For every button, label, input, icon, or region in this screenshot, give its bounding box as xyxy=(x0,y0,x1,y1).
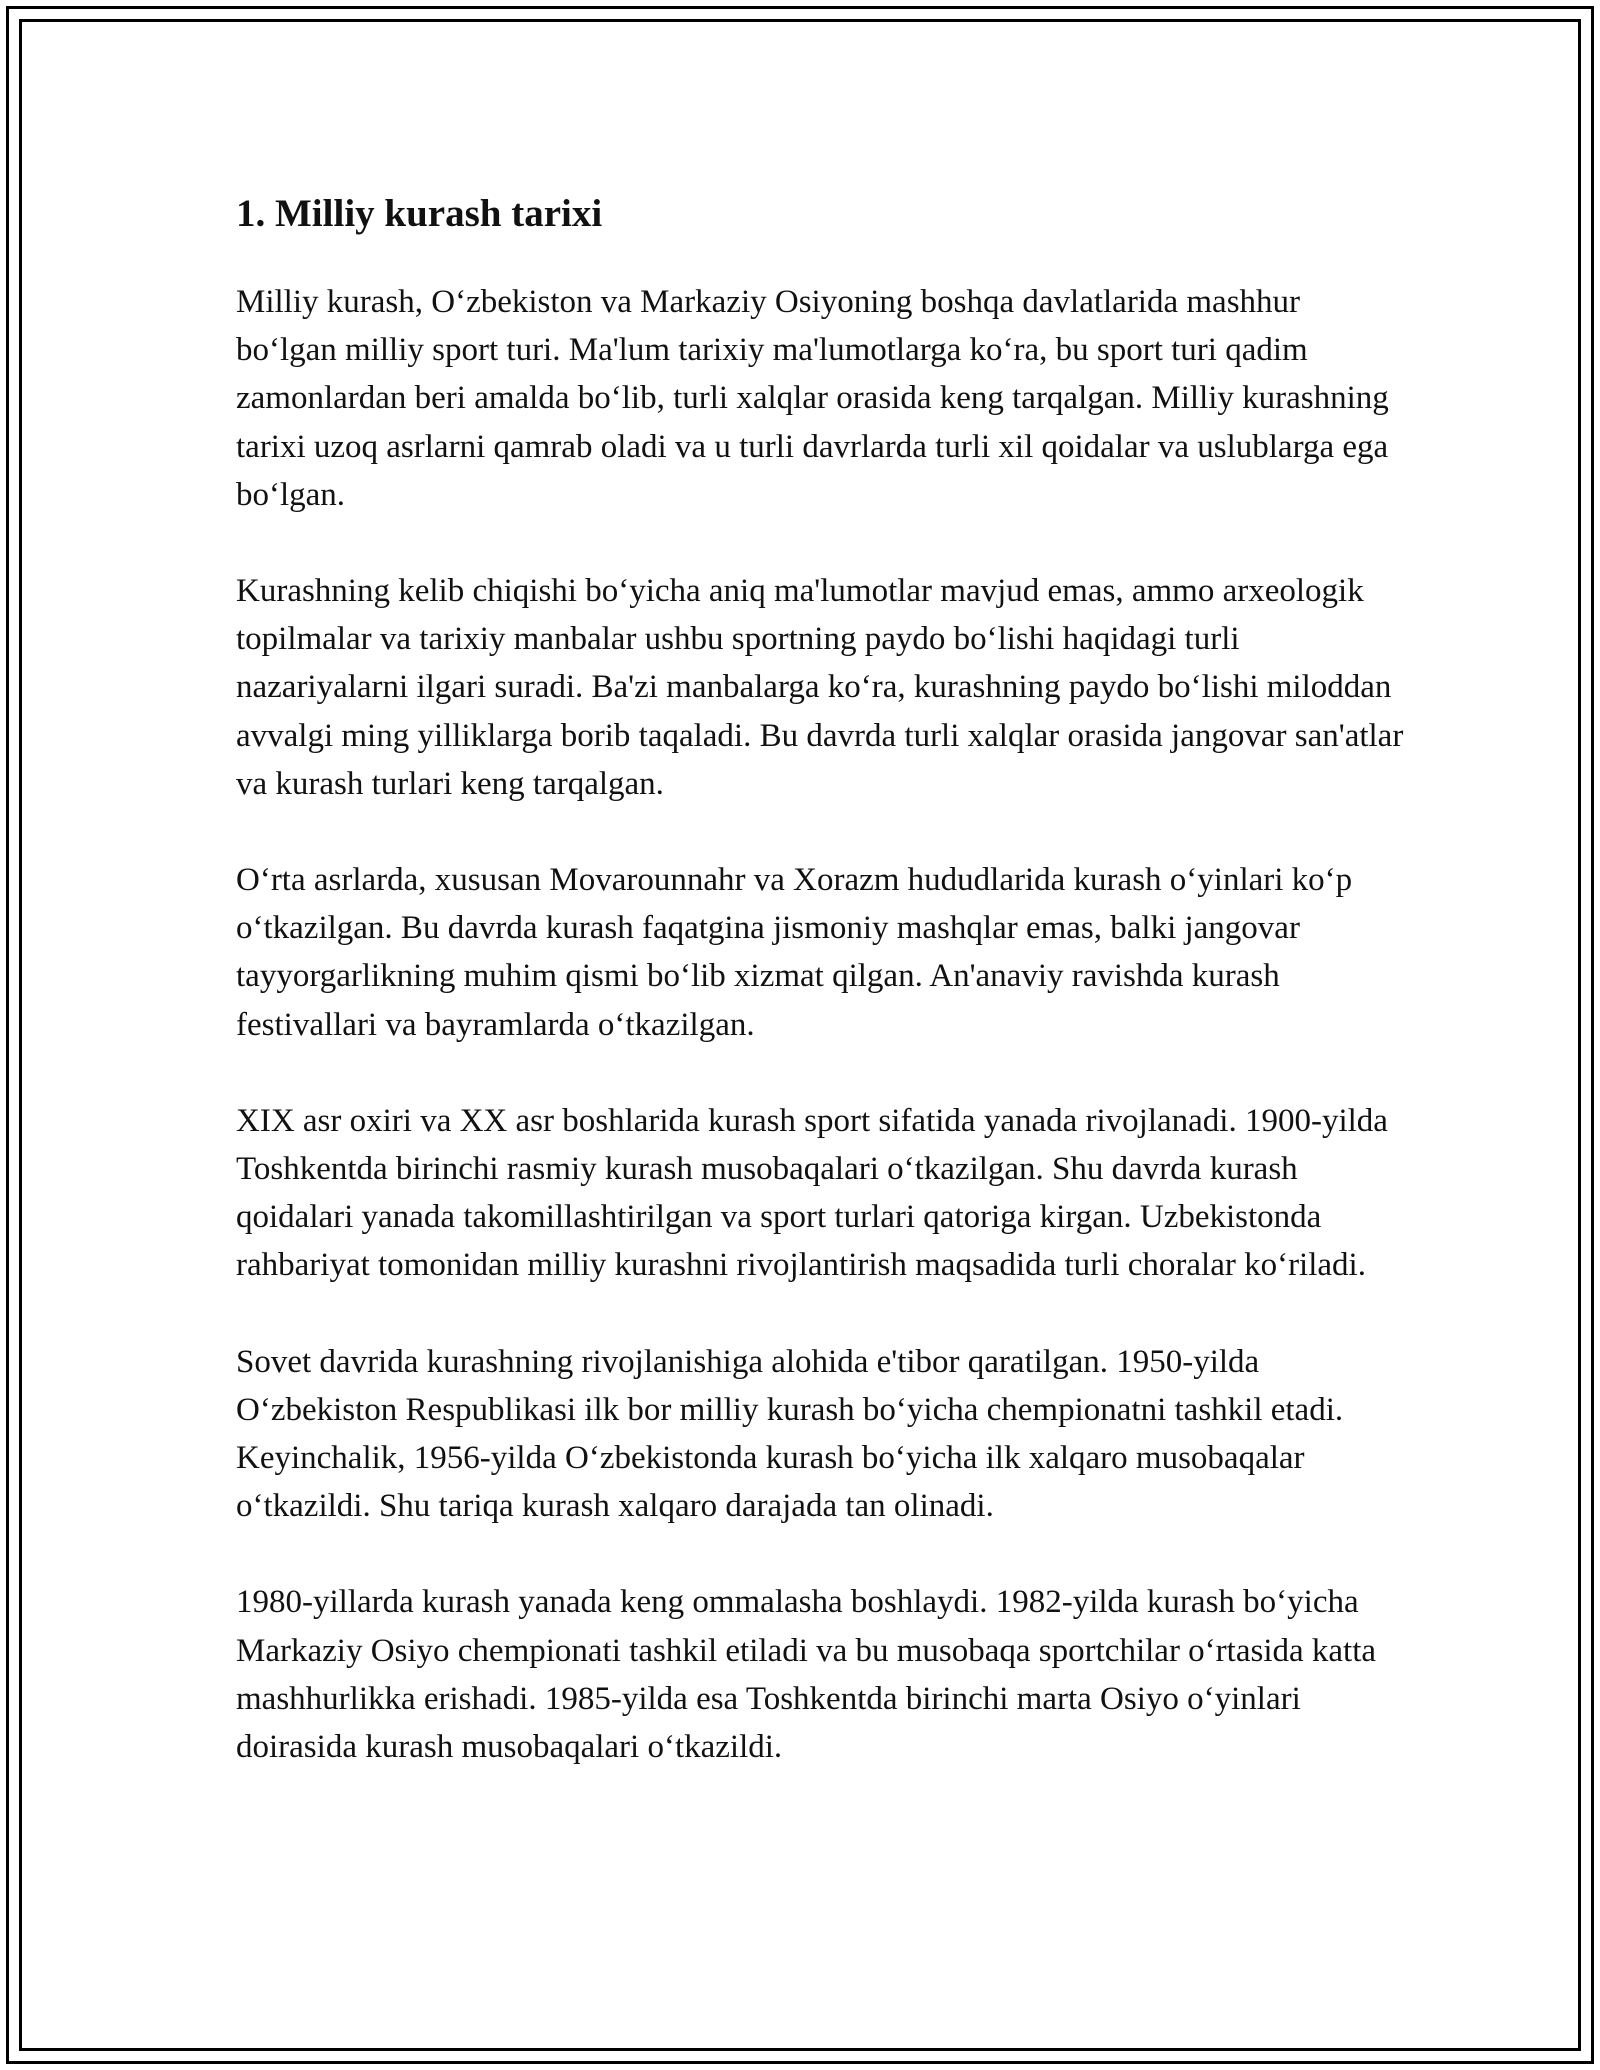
paragraph-4: XIX asr oxiri va XX asr boshlarida kurash sport sifatida yanada rivojlanadi. 1900-yilda Toshkentda birinchi rasmiy kurash musobaqalari o‘tkazilgan. Shu davrda kurash qoidalari yanada takomillashtirilgan va sport turlari qatoriga kirgan. Uzbekistonda rahbariyat tomonidan milliy kurashni rivojlantirish maqsadida turli choralar ko‘riladi. xyxy=(236,1102,1388,1284)
paragraph-3: O‘rta asrlarda, xususan Movarounnahr va Xorazm hududlarida kurash o‘yinlari ko‘p o‘tkazilgan. Bu davrda kurash faqatgina jismoniy mashqlar emas, balki jangovar tayyorgarlikning muhim qismi bo‘lib xizmat qilgan. An'anaviy ravishda kurash festivallari va bayramlarda o‘tkazilgan. xyxy=(236,862,1353,1043)
document-body xyxy=(236,184,1406,1819)
paragraph-2: Kurashning kelib chiqishi bo‘yicha aniq ma'lumotlar mavjud emas, ammo arxeologik topilmalar va tarixiy manbalar ushbu sportning paydo bo‘lishi haqidagi turli nazariyalarni ilgari suradi. Ba'zi manbalarga ko‘ra, kurashning paydo bo‘lishi miloddan avvalgi ming yilliklarga borib taqaladi. Bu davrda turli xalqlar orasida jangovar san'atlar va kurash turlari keng tarqalgan. xyxy=(236,573,1404,802)
paragraph-6: 1980-yillarda kurash yanada keng ommalasha boshlaydi. 1982-yilda kurash bo‘yicha Markaziy Osiyo chempionati tashkil etiladi va bu musobaqa sportchilar o‘rtasida katta mashhurlikka erishadi. 1985-yilda esa Toshkentda birinchi marta Osiyo o‘yinlari doirasida kurash musobaqalari o‘tkazildi. xyxy=(236,1584,1377,1766)
paragraph-1: Milliy kurash, O‘zbekiston va Markaziy Osiyoning boshqa davlatlarida mashhur bo‘lgan milliy sport turi. Ma'lum tarixiy ma'lumotlarga ko‘ra, bu sport turi qadim zamonlardan beri amalda bo‘lib, turli xalqlar orasida keng tarqalgan. Milliy kurashning tarixi uzoq asrlarni qamrab oladi va u turli davrlarda turli xil qoidalar va uslublarga ega bo‘lgan. xyxy=(236,284,1389,513)
section-heading: 1. Milliy kurash tarixi xyxy=(236,192,603,235)
paragraph-5: Sovet davrida kurashning rivojlanishiga alohida e'tibor qaratilgan. 1950-yilda O‘zbekiston Respublikasi ilk bor milliy kurash bo‘yicha chempionatni tashkil etadi. Keyinchalik, 1956-yilda O‘zbekistonda kurash bo‘yicha ilk xalqaro musobaqalar o‘tkazildi. Shu tariqa kurash xalqaro darajada tan olinadi. xyxy=(236,1343,1344,1525)
